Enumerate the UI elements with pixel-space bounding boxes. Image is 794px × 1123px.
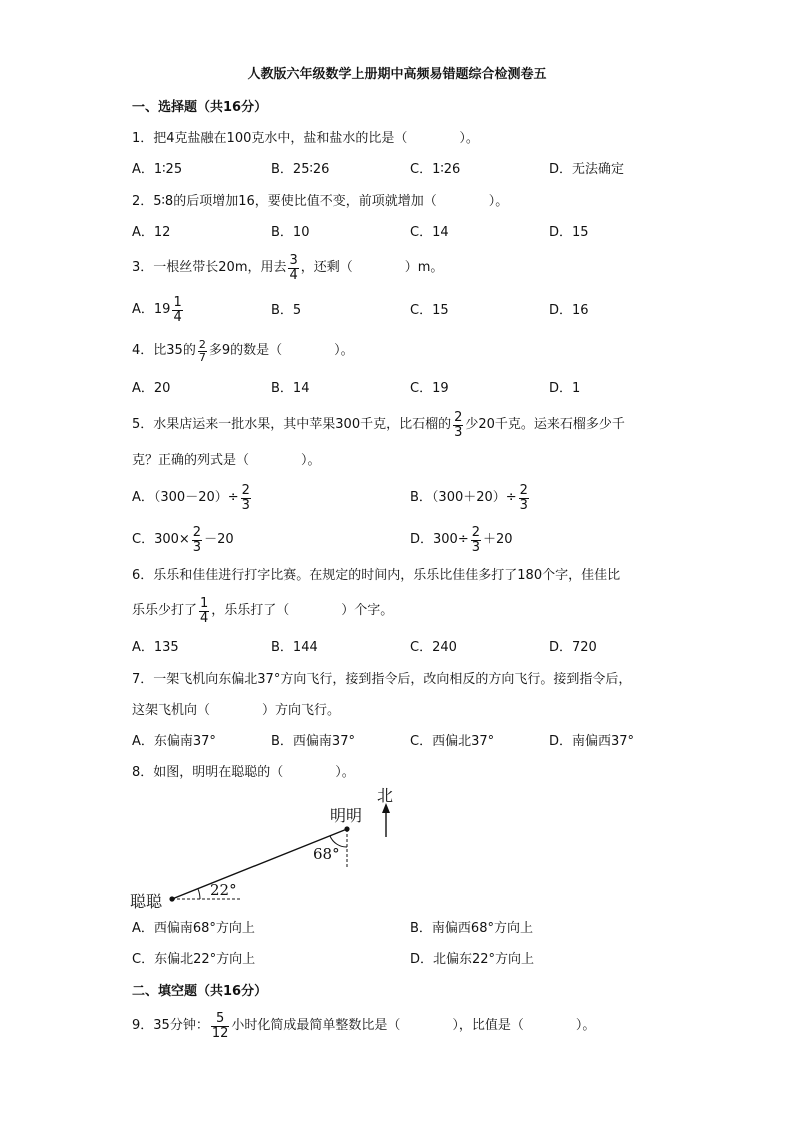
q7-option-b: B．西偏南37° — [271, 734, 355, 749]
q4-fraction: $\frac{2}{7}$ — [198, 337, 206, 364]
q7-option-d: D．南偏西37° — [549, 734, 635, 749]
q6-option-c: C．240 — [410, 640, 457, 655]
q8-option-b: B．南偏西68°方向上 — [410, 921, 533, 936]
q6-option-a: A．135 — [132, 640, 179, 655]
question-9: 9．35分钟： $\frac{5}{12}$ 小时化简成最简单整数比是（ ），比值是（ ）。 — [132, 1010, 596, 1041]
page-title: 人教版六年级数学上册期中高频易错题综合检测卷五 — [247, 67, 547, 82]
q5-option-c: C．300× $\frac{2}{3}$ －20 — [132, 524, 234, 555]
q4-option-a: A．20 — [132, 381, 171, 396]
q7-option-a: A．东偏南37° — [132, 734, 216, 749]
section-heading-fill: 二、填空题（共16分） — [132, 984, 268, 999]
label-mingming: 明明 — [330, 806, 363, 825]
q8-option-c: C．东偏北22°方向上 — [132, 952, 256, 967]
q3-option-b: B．5 — [271, 303, 302, 318]
q6-fraction: $\frac{1}{4}$ — [200, 595, 209, 626]
q3-option-c: C．15 — [410, 303, 449, 318]
q4-option-d: D．1 — [549, 381, 581, 396]
q1-option-a: A．1∶25 — [132, 162, 183, 177]
q1-option-d: D．无法确定 — [549, 162, 625, 177]
q4-option-c: C．19 — [410, 381, 449, 396]
angle-arc-bottom — [198, 889, 200, 899]
question-8: 8．如图，明明在聪聪的（ ）。 — [132, 765, 355, 780]
question-5-line2: 克？正确的列式是（ ）。 — [132, 453, 321, 468]
q8-option-d: D．北偏东22°方向上 — [410, 952, 535, 967]
direction-diagram — [130, 785, 420, 915]
q2-option-c: C．14 — [410, 225, 449, 240]
point-mingming — [344, 826, 349, 831]
angle-label-top: 68° — [313, 845, 340, 863]
point-congcong — [169, 896, 174, 901]
q8-option-a: A．西偏南68°方向上 — [132, 921, 255, 936]
label-congcong: 聪聪 — [130, 892, 163, 911]
q3-option-a: A． 19 $\frac{1}{4}$ — [132, 294, 182, 325]
q6-option-b: B．144 — [271, 640, 318, 655]
question-4: 4．比35的 $\frac{2}{7}$ 多9的数是（ ）。 — [132, 337, 354, 364]
question-2: 2．5∶8的后项增加16，要使比值不变，前项就增加（ ）。 — [132, 194, 509, 209]
question-6: 6．乐乐和佳佳进行打字比赛。在规定的时间内，乐乐比佳佳多打了180个字，佳佳比 — [132, 568, 621, 583]
q3-fraction: $\frac{3}{4}$ — [289, 252, 298, 283]
q3-option-d: D．16 — [549, 303, 589, 318]
section-heading-choice: 一、选择题（共16分） — [132, 100, 268, 115]
q4-option-b: B．14 — [271, 381, 310, 396]
north-label: 北 — [377, 786, 394, 805]
q5-fraction: $\frac{2}{3}$ — [454, 409, 463, 440]
question-5: 5．水果店运来一批水果，其中苹果300千克，比石榴的 $\frac{2}{3}$ 少20千克。运来石榴多少千 — [132, 409, 625, 440]
q2-option-d: D．15 — [549, 225, 589, 240]
q5-option-a: A．（300－20）÷ $\frac{2}{3}$ — [132, 482, 250, 513]
q2-option-b: B．10 — [271, 225, 310, 240]
question-6-line2: 乐乐少打了 $\frac{1}{4}$ ，乐乐打了（ ）个字。 — [132, 595, 394, 626]
question-7-line2: 这架飞机向（ ）方向飞行。 — [132, 703, 341, 718]
q3-text-post: ，还剩（ ）m。 — [300, 260, 444, 275]
connecting-line — [172, 829, 347, 899]
q9-fraction: $\frac{5}{12}$ — [211, 1010, 229, 1041]
q3-text-pre: 3．一根丝带长20m，用去 — [132, 260, 287, 275]
question-1: 1．把4克盐融在100克水中，盐和盐水的比是（ ）。 — [132, 131, 479, 146]
q2-option-a: A．12 — [132, 225, 171, 240]
q6-option-d: D．720 — [549, 640, 597, 655]
q1-option-b: B．25∶26 — [271, 162, 330, 177]
q7-option-c: C．西偏北37° — [410, 734, 495, 749]
q5-option-d: D．300÷ $\frac{2}{3}$ ＋20 — [410, 524, 513, 555]
question-7: 7．一架飞机向东偏北37°方向飞行，接到指令后，改向相反的方向飞行。接到指令后， — [132, 672, 632, 687]
question-3 — [132, 249, 443, 287]
q5-option-b: B．（300＋20）÷ $\frac{2}{3}$ — [410, 482, 528, 513]
q1-option-c: C．1∶26 — [410, 162, 461, 177]
angle-label-bottom: 22° — [210, 881, 237, 899]
